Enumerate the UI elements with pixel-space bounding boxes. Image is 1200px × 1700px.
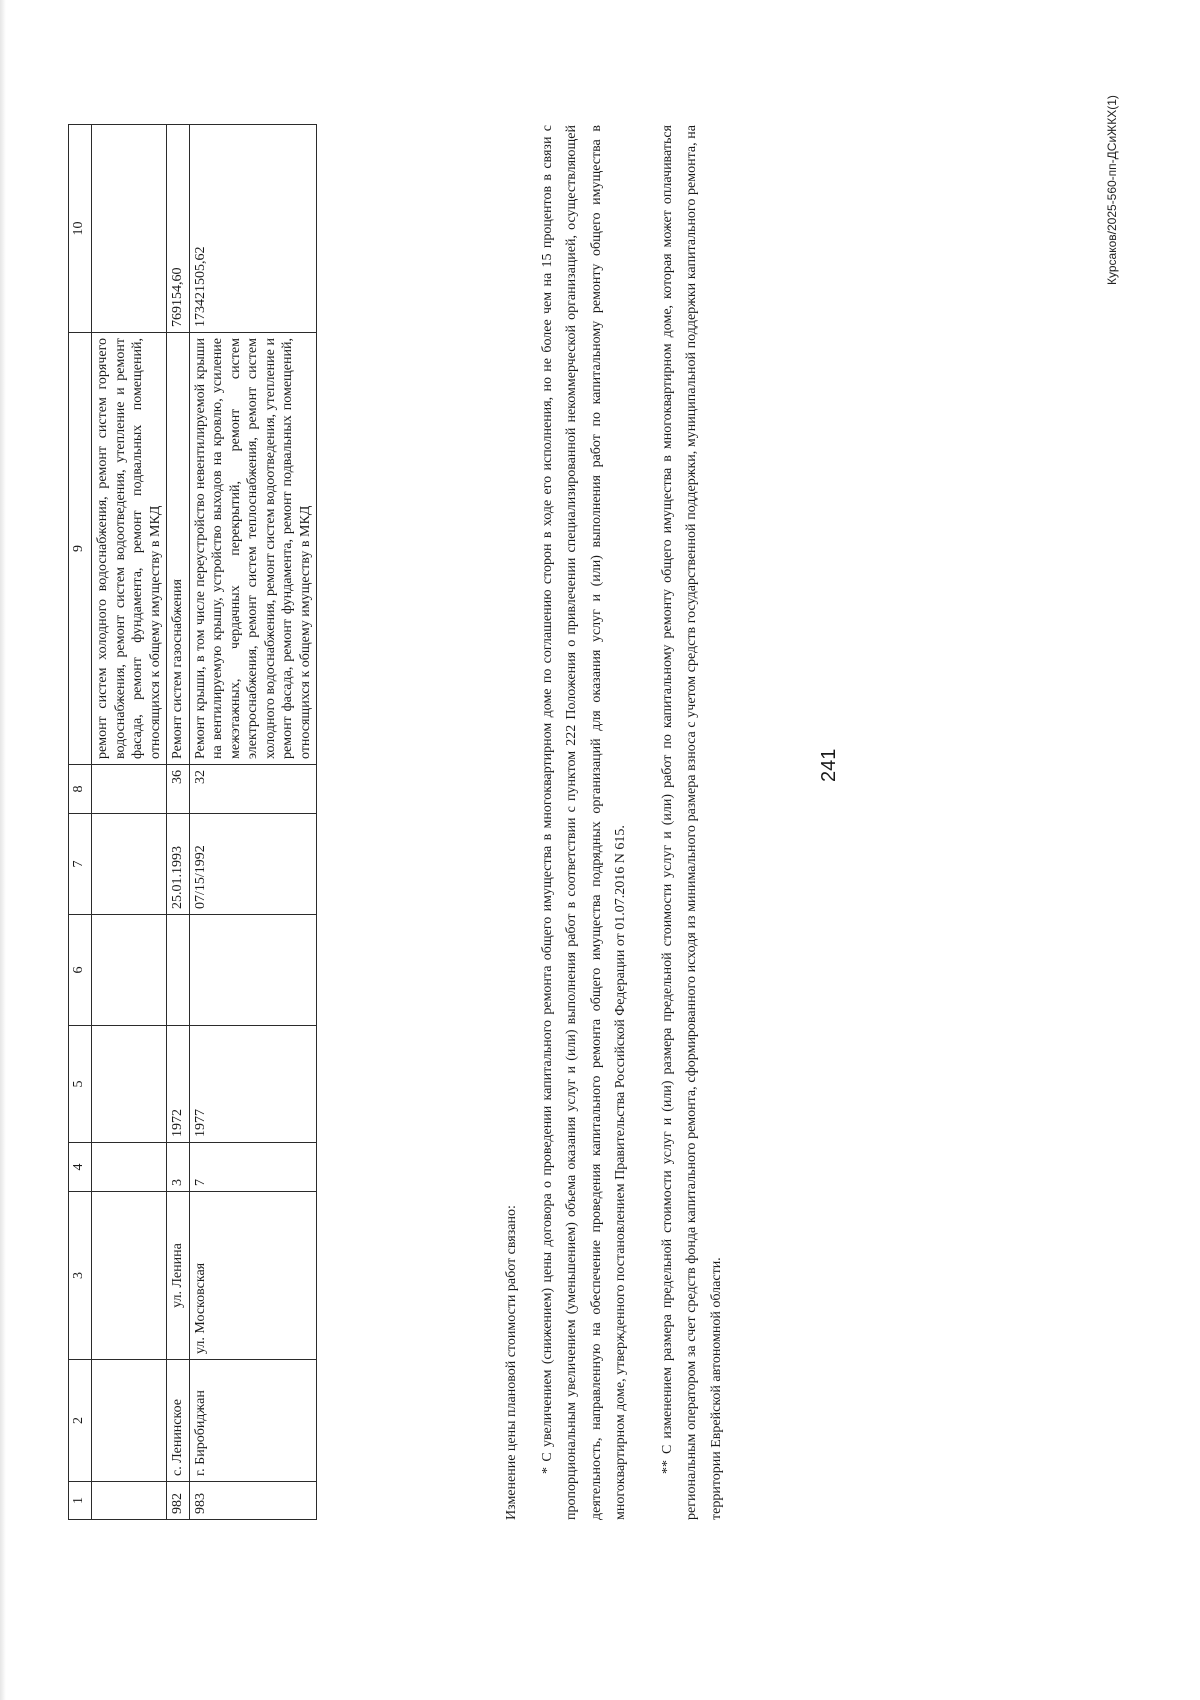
notes-intro: Изменение цены плановой стоимости работ связано: [504,1205,519,1520]
header-cell: 10 [69,125,92,333]
cell-street [92,1192,167,1360]
cell-col6 [189,915,317,1026]
cell-col8: 32 [189,765,317,814]
cell-house: 3 [167,1143,190,1192]
cell-col8 [92,765,167,814]
cell-num: 983 [189,1482,317,1520]
header-cell: 7 [69,814,92,915]
cell-col6 [92,915,167,1026]
header-cell: 5 [69,1026,92,1143]
cell-street: ул. Ленина [167,1192,190,1360]
cell-settlement: с. Ленинское [167,1360,190,1482]
cell-works: Ремонт систем газоснабжения [167,333,190,765]
cell-col8: 36 [167,765,190,814]
notes-section [500,125,729,1520]
cell-settlement [92,1360,167,1482]
page-number: 241 [818,748,840,782]
cell-date [92,814,167,915]
header-cell: 6 [69,915,92,1026]
works-table [68,124,317,1520]
header-cell: 1 [69,1482,92,1520]
table-row [167,125,190,1520]
cell-house: 7 [189,1143,317,1192]
document-code: Курсаков/2025-560-пп-ДСиЖКХ(1) [1105,95,1119,285]
cell-year [92,1026,167,1143]
table-header-row [69,125,92,1520]
cell-date: 25.01.1993 [167,814,190,915]
cell-num [92,1482,167,1520]
cell-settlement: г. Биробиджан [189,1360,317,1482]
cell-num: 982 [167,1482,190,1520]
cell-cost: 173421505,62 [189,125,317,333]
cell-col6 [167,915,190,1026]
header-cell: 4 [69,1143,92,1192]
cell-house [92,1143,167,1192]
cell-street: ул. Московская [189,1192,317,1360]
cell-year: 1977 [189,1026,317,1143]
footnote-2: ** С изменением размера предельной стоимости услуг и (или) размера предельной стоимости услуг и (или) работ по капитальному ремонту общего имущества в многоквартирном доме, которая может оплачиваться региональным оператором за счет средств фонда капитального ремонта, сформированного исходя из минимального размера взноса с учетом средств государственной поддержки, муниципальной поддержки капитального ремонта, на территории Еврейской автономной области. [659,125,724,1520]
cell-date: 07/15/1992 [189,814,317,915]
header-cell: 9 [69,333,92,765]
cell-year: 1972 [167,1026,190,1143]
header-cell: 3 [69,1192,92,1360]
cell-cost [92,125,167,333]
cell-works: ремонт систем холодного водоснабжения, ремонт систем горячего водоснабжения, ремонт систем водоотведения, утепление и ремонт фасада, ремонт фундамента, ремонт подвальных помещений, относящихся к общему имуществу в МКД [92,333,167,765]
header-cell: 8 [69,765,92,814]
cell-works: Ремонт крыши, в том числе переустройство невентилируемой крыши на вентилируемую крышу, устройство выходов на кровлю, усиление межэтажных, чердачных перекрытий, ремонт систем электроснабжения, ремонт систем теплоснабжения, ремонт систем холодного водоснабжения, ремонт систем водоотведения, утепление и ремонт фасада, ремонт фундамента, ремонт подвальных помещений, относящихся к общему имуществу в МКД [189,333,317,765]
table-row [189,125,317,1520]
header-cell: 2 [69,1360,92,1482]
footnote-1: * С увеличением (снижением) цены договора о проведении капитального ремонта общего имущества в многоквартирном доме по соглашению сторон в ходе его исполнения, но не более чем на 15 процентов в связи с пропорциональным увеличением (уменьшением) объема оказания услуг и (или) выполнения работ в соответствии с пунктом 222 Положения о привлечении специализированной некоммерческой организацией, осуществляющей деятельность, направленную на обеспечение проведения капитального ремонта общего имущества подрядных организаций для оказания услуг и (или) выполнения работ по капитальному ремонту общего имущества в многоквартирном доме, утвержденного постановлением Правительства Российской Федерации от 01.07.2016 N 615. [539,125,628,1520]
table-row-continuation [92,125,167,1520]
cell-cost: 769154,60 [167,125,190,333]
